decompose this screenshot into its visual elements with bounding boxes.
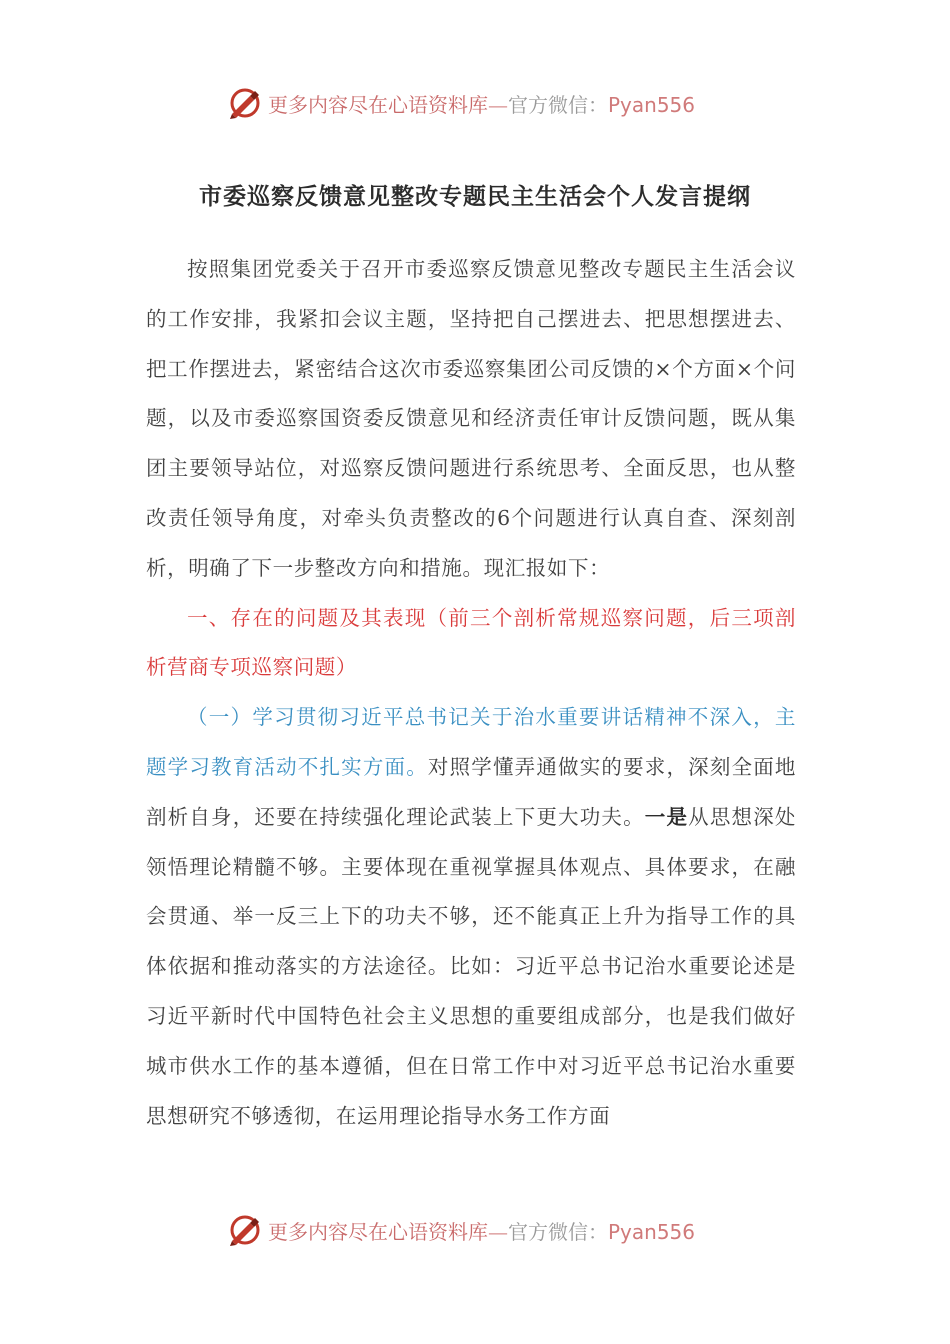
sub-section-1-text-a: 对照学懂弄通做实的要求，深刻全面地剖析自身，还要在持续强化理论武装上下更大功夫。 bbox=[146, 754, 796, 829]
banner-text bbox=[268, 1216, 695, 1245]
document-title: 市委巡察反馈意见整改专题民主生活会个人发言提纲 bbox=[199, 183, 751, 210]
sub-section-1-text-b: 从思想深处领悟理论精髓不够。主要体现在重视掌握具体观点、具体要求，在融会贯通、举一反三上下的功夫不够，还不能真正上升为指导工作的具体依据和推动落实的方法途径。比如：习近平总书记治水重要论述是习近平新时代中国特色社会主义思想的重要组成部分，也是我们做好城市供水工作的基本遵循，但在日常工作中对习近平总书记治水重要思想研究不够透彻，在运用理论指导水务工作方面 bbox=[146, 804, 796, 1128]
document-body bbox=[146, 245, 796, 1141]
banner-separator: — bbox=[488, 92, 508, 117]
point-label-1: 一是 bbox=[644, 804, 689, 829]
pen-logo-icon bbox=[228, 1213, 262, 1247]
banner-wechat-id: Pyan556 bbox=[608, 1219, 696, 1244]
watermark-banner-bottom bbox=[0, 1210, 950, 1250]
sub-section-heading-1: （一）学习贯彻习近平总书记关于治水重要讲话精神不深入，主题学习教育活动不扎实方面。 bbox=[146, 705, 796, 779]
banner-site-name: 更多内容尽在心语资料库 bbox=[268, 92, 488, 117]
section-heading-1: 一、存在的问题及其表现（前三个剖析常规巡察问题，后三项剖析营商专项巡察问题） bbox=[146, 605, 796, 680]
banner-site-name: 更多内容尽在心语资料库 bbox=[268, 1219, 488, 1244]
banner-wechat-id: Pyan556 bbox=[608, 92, 696, 117]
sub-section-1-paragraph bbox=[146, 693, 796, 1141]
banner-wechat-label: 官方微信： bbox=[508, 1219, 608, 1244]
intro-paragraph: 按照集团党委关于召开市委巡察反馈意见整改专题民主生活会议的工作安排，我紧扣会议主题，坚持把自己摆进去、把思想摆进去、把工作摆进去，紧密结合这次市委巡察集团公司反馈的×个方面×个问题，以及市委巡察国资委反馈意见和经济责任审计反馈问题，既从集团主要领导站位，对巡察反馈问题进行系统思考、全面反思，也从整改责任领导角度，对牵头负责整改的6个问题进行认真自查、深刻剖析，明确了下一步整改方向和措施。现汇报如下： bbox=[146, 257, 796, 580]
pen-logo-icon bbox=[228, 86, 262, 120]
banner-wechat-label: 官方微信： bbox=[508, 92, 608, 117]
watermark-banner-top bbox=[0, 83, 950, 123]
banner-separator: — bbox=[488, 1219, 508, 1244]
banner-text bbox=[268, 89, 695, 118]
